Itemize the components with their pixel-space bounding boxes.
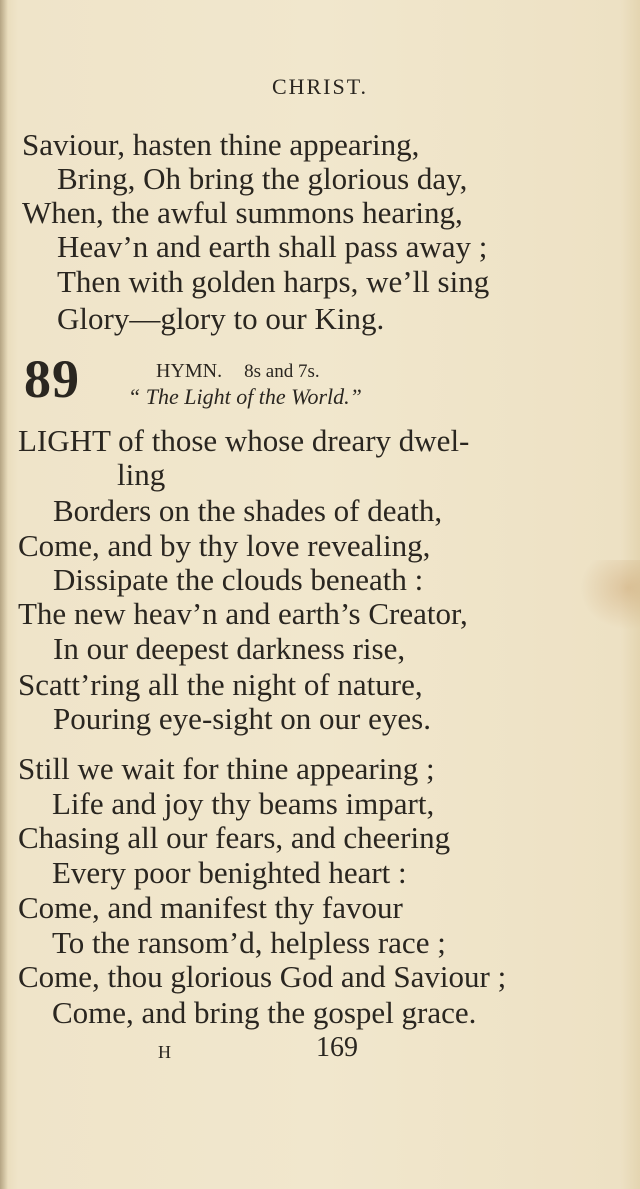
verse-line: Life and joy thy beams impart,	[52, 786, 435, 821]
verse-line: Heav’n and earth shall pass away ;	[57, 229, 488, 264]
verse-line: Then with golden harps, we’ll sing	[57, 264, 490, 299]
verse-line: Pouring eye-sight on our eyes.	[53, 701, 431, 736]
hymn-label: HYMN.	[156, 360, 223, 382]
verse-line: Saviour, hasten thine appearing,	[22, 127, 420, 162]
verse-line: Chasing all our fears, and cheering	[18, 820, 451, 855]
verse-line: Come, and manifest thy favour	[18, 890, 403, 925]
hymn-title: “ The Light of the World.”	[128, 384, 362, 409]
verse-line: Every poor benighted heart :	[52, 855, 407, 890]
verse-line: ling	[117, 457, 166, 492]
verse-line: Glory—glory to our King.	[57, 301, 385, 336]
verse-line: Come, thou glorious God and Saviour ;	[18, 959, 507, 994]
verse-line: When, the awful summons hearing,	[22, 195, 463, 230]
verse-line: Still we wait for thine appearing ;	[18, 751, 435, 786]
verse-line: Borders on the shades of death,	[53, 493, 443, 528]
verse-line: Scatt’ring all the night of nature,	[18, 667, 423, 702]
signature-mark: H	[158, 1042, 171, 1062]
hymn-meter: 8s and 7s.	[244, 361, 320, 382]
hymn-number: 89	[24, 349, 80, 409]
paper-stain	[580, 560, 640, 630]
verse-line: The new heav’n and earth’s Creator,	[18, 596, 468, 631]
hymn-heading	[156, 360, 320, 383]
verse-line: LIGHT of those whose dreary dwel-	[18, 423, 470, 458]
verse-line: Come, and by thy love revealing,	[18, 528, 431, 563]
verse-line: In our deepest darkness rise,	[53, 631, 406, 666]
page-number: 169	[316, 1032, 358, 1063]
running-head: CHRIST.	[271, 74, 369, 99]
page-gutter-shadow	[0, 0, 8, 1189]
verse-line: To the ransom’d, helpless race ;	[52, 925, 446, 960]
verse-line: Bring, Oh bring the glorious day,	[57, 161, 468, 196]
verse-line: Dissipate the clouds beneath :	[53, 562, 424, 597]
verse-line: Come, and bring the gospel grace.	[52, 995, 477, 1030]
